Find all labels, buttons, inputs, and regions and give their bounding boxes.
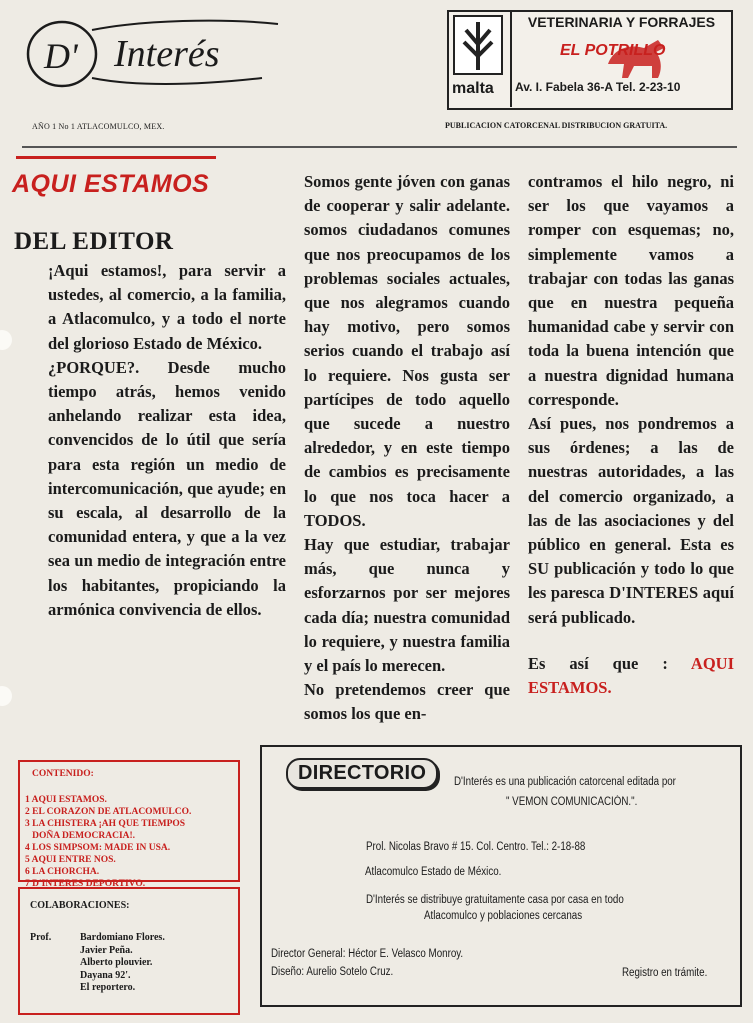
directory-distribution: D'Interés se distribuye gratuitamente casa por casa en todo bbox=[366, 894, 624, 906]
list-item: 6 LA CHORCHA. bbox=[25, 867, 100, 877]
paragraph: ¿PORQUE?. Desde mucho tiempo atrás, hemos venido anhelando realizar esta idea, convencidos de lo útil que sería para esta región un medio de intercomunicación, que ayude; en su escala, al desarrollo de la comunidad entera, y que a la vez sea un medio de integración entre los habitantes, propiciando la armónica convivencia de ellos. bbox=[48, 357, 286, 619]
paragraph: Así pues, nos pondremos a sus órdenes; a las de nuestras autoridades, a las del comercio organizado, a las de las asociaciones y del público en general. Esta es SU publicación y todo lo que les paresca D'INTERES aquí será publicado. bbox=[528, 414, 734, 627]
ad-title: VETERINARIA Y FORRAJES bbox=[527, 14, 716, 30]
contents-list bbox=[25, 794, 235, 890]
ad-name: EL POTRILLO bbox=[560, 42, 666, 59]
closing-line bbox=[528, 652, 734, 700]
punch-hole-top bbox=[0, 330, 12, 350]
section-label: DEL EDITOR bbox=[14, 228, 174, 255]
ad-brand: malta bbox=[452, 80, 494, 97]
director-general: Director General: Héctor E. Velasco Monroy. bbox=[271, 948, 464, 960]
paragraph: No pretendemos creer que somos los que en- bbox=[304, 680, 510, 724]
directory-badge: DIRECTORIO bbox=[286, 758, 438, 789]
closing-highlight: AQUI ESTAMOS. bbox=[528, 653, 734, 698]
masthead-logo bbox=[22, 12, 280, 92]
directory-distribution-2: Atlacomulco y poblaciones cercanas bbox=[424, 910, 583, 922]
article-column-1 bbox=[48, 259, 286, 622]
list-item: Javier Peña. bbox=[80, 944, 133, 956]
masthead-rule bbox=[22, 146, 737, 148]
directory-address: Prol. Nicolas Bravo # 15. Col. Centro. Tel.: 2-18-88 bbox=[366, 841, 586, 853]
directory-line: D'Interés es una publicación catorcenal editada por bbox=[454, 776, 676, 788]
collaborations-title: COLABORACIONES: bbox=[30, 900, 130, 911]
wheat-logo-icon bbox=[452, 14, 504, 81]
collaborations-list bbox=[80, 932, 165, 995]
collaborations-role: Prof. bbox=[30, 932, 52, 943]
paragraph: ¡Aqui estamos!, para servir a ustedes, al comercio, a la familia, a Atlacomulco, y a todo el norte del glorioso Estado de México. bbox=[48, 261, 286, 353]
directory-publisher: " VEMON COMUNICACIÓN.". bbox=[506, 796, 638, 808]
directory-city: Atlacomulco Estado de México. bbox=[365, 866, 502, 878]
headline-rule bbox=[16, 156, 216, 159]
main-headline: AQUI ESTAMOS bbox=[12, 170, 210, 198]
closing-prefix: Es así que : bbox=[528, 653, 668, 673]
list-item: Alberto plouvier. bbox=[80, 957, 153, 968]
paragraph: Somos gente jóven con ganas de cooperar y salir adelante. somos ciudadanos comunes que nos preocupamos de los problemas sociales actuales, que nos alegramos cuando hay motivo, pero somos serios cuando el trabajo así lo requiere. Nos gusta ser partícipes de todo aquello que sucede a nuestro alrededor, y en este tiempo de cambios es precisamente lo que nos toca hacer a TODOS. bbox=[304, 172, 510, 530]
list-item: 4 LOS SIMPSOM: MADE IN USA. bbox=[25, 843, 171, 853]
list-item: 2 EL CORAZON DE ATLACOMULCO. bbox=[25, 807, 192, 817]
ad-address: Av. I. Fabela 36-A Tel. 2-23-10 bbox=[515, 80, 681, 94]
ad-divider bbox=[510, 10, 512, 107]
list-item: Dayana 92'. bbox=[80, 969, 131, 981]
svg-text:Interés: Interés bbox=[114, 33, 220, 75]
publication-line: PUBLICACION CATORCENAL DISTRIBUCION GRATUITA. bbox=[445, 121, 668, 130]
punch-hole-bottom bbox=[0, 686, 12, 706]
registration-note: Registro en trámite. bbox=[622, 967, 708, 979]
paragraph: Hay que estudiar, trabajar más, que nunca y esforzarnos por ser mejores cada día; nuestra comunidad lo requiere, y nuestra familia y el país lo merecen. bbox=[304, 535, 510, 676]
list-item: El reportero. bbox=[80, 982, 136, 993]
list-item: DOÑA DEMOCRACIA!. bbox=[25, 831, 136, 841]
article-column-2 bbox=[304, 170, 510, 727]
contents-title: CONTENIDO: bbox=[32, 769, 94, 779]
designer: Diseño: Aurelio Sotelo Cruz. bbox=[271, 966, 394, 978]
list-item: 3 LA CHISTERA ¡AH QUE TIEMPOS bbox=[25, 819, 186, 829]
list-item: Bardomiano Flores. bbox=[80, 932, 165, 943]
list-item: 7 D'INTERES DEPORTIVO. bbox=[25, 879, 146, 889]
article-column-3 bbox=[528, 170, 734, 700]
list-item: 1 AQUI ESTAMOS. bbox=[25, 795, 107, 805]
issue-line: AÑO 1 No 1 ATLACOMULCO, MEX. bbox=[32, 122, 165, 131]
list-item: 5 AQUI ENTRE NOS. bbox=[25, 855, 116, 865]
paragraph: contramos el hilo negro, ni ser los que vayamos a romper con esquemas; no, simplemente vamos a trabajar con todas las ganas que en nuestra pequeña humanidad cabe y servir con toda la buena intención que a nuestra dignidad humana corresponde. bbox=[528, 172, 734, 409]
svg-text:D': D' bbox=[44, 36, 78, 76]
